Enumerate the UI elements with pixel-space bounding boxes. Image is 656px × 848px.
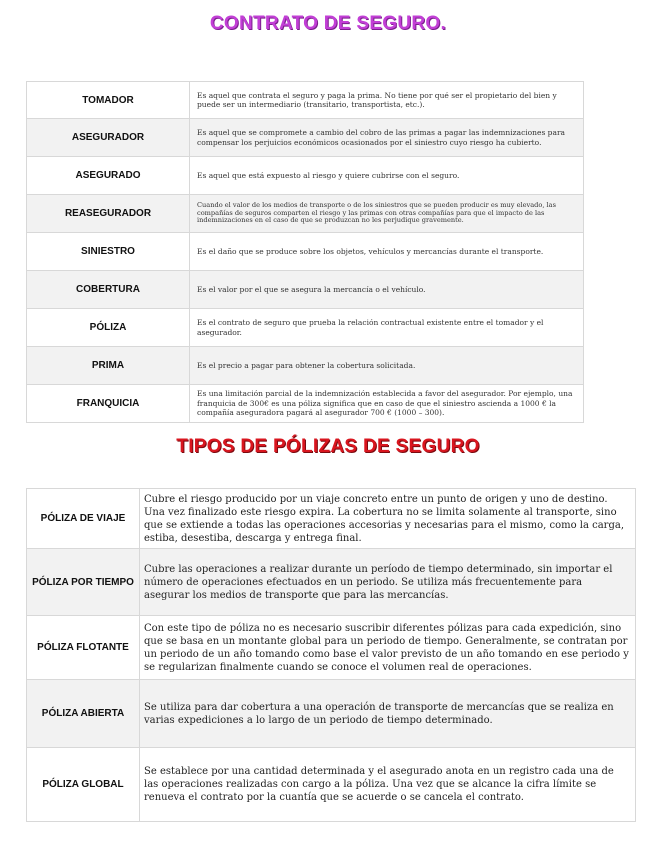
policies-table (26, 488, 636, 822)
term-definition: Es aquel que se compromete a cambio del cobro de las primas a pagar las indemnizaciones para compensar los perjuicios económicos ocasionados por el siniestro cuyo riesgo ha cubierto. (190, 119, 584, 157)
term-label: PRIMA (27, 347, 190, 385)
policy-definition: Con este tipo de póliza no es necesario suscribir diferentes pólizas para cada expedición, sino que se basa en un montante global para un periodo de tiempo. Generalmente, se contratan por un periodo de un año tomando como base el valor previsto de un año tomando en ese periodo y se regularizan finalmente cuando se conoce el volumen real de operaciones. (140, 616, 636, 680)
section-title: TIPOS DE PÓLIZAS DE SEGURO (176, 436, 480, 457)
policy-definition: Cubre las operaciones a realizar durante un período de tiempo determinado, sin importar el número de operaciones efectuados en un periodo. Se utiliza más frecuentemente para asegurar los medios de transporte que para las mercancías. (140, 549, 636, 616)
term-definition: Es el precio a pagar para obtener la cobertura solicitada. (190, 347, 584, 385)
term-label: SINIESTRO (27, 233, 190, 271)
table-row (27, 616, 636, 680)
term-definition: Es aquel que está expuesto al riesgo y quiere cubrirse con el seguro. (190, 157, 584, 195)
table-row (27, 309, 584, 347)
policy-label: PÓLIZA FLOTANTE (27, 616, 140, 680)
term-label: ASEGURADOR (27, 119, 190, 157)
table-row (27, 347, 584, 385)
table-row (27, 748, 636, 822)
term-definition: Es una limitación parcial de la indemnización establecida a favor del asegurador. Por ejemplo, una franquicia de 300€ es una póliza significa que en caso de que el siniestro ascienda a 1000 € la compañía aseguradora pagará al asegurador 700 € (1000 – 300). (190, 385, 584, 423)
term-definition: Cuando el valor de los medios de transporte o de los siniestros que se pueden producir es muy elevado, las compañías de seguros comparten el riesgo y las primas con otras compañías para que el impacto de las indemnizaciones en el caso de que se produzcan no les perjudique gravemente. (190, 195, 584, 233)
term-label: PÓLIZA (27, 309, 190, 347)
term-definition: Es aquel que contrata el seguro y paga la prima. No tiene por qué ser el propietario del bien y puede ser un intermediario (transitario, transportista, etc.). (190, 82, 584, 119)
table-row (27, 271, 584, 309)
policy-label: PÓLIZA POR TIEMPO (27, 549, 140, 616)
term-definition: Es el contrato de seguro que prueba la relación contractual existente entre el tomador y el asegurador. (190, 309, 584, 347)
table-row (27, 549, 636, 616)
term-label: ASEGURADO (27, 157, 190, 195)
table-row (27, 385, 584, 423)
page-title: CONTRATO DE SEGURO. (209, 13, 447, 34)
table-row (27, 195, 584, 233)
policy-label: PÓLIZA ABIERTA (27, 680, 140, 748)
policy-definition: Se utiliza para dar cobertura a una operación de transporte de mercancías que se realiza en varias expediciones a lo largo de un periodo de tiempo determinado. (140, 680, 636, 748)
table-row (27, 489, 636, 549)
term-definition: Es el valor por el que se asegura la mercancía o el vehículo. (190, 271, 584, 309)
term-label: TOMADOR (27, 82, 190, 119)
table-row (27, 680, 636, 748)
terms-table (26, 81, 584, 423)
term-label: REASEGURADOR (27, 195, 190, 233)
table-row (27, 157, 584, 195)
policy-definition: Cubre el riesgo producido por un viaje concreto entre un punto de origen y uno de destino. Una vez finalizado este riesgo expira. La cobertura no se limita solamente al transporte, sino que se extiende a todas las operaciones accesorias y necesarias para el mismo, como la carga, estiba, desestiba, descarga y entrega final. (140, 489, 636, 549)
table-row (27, 233, 584, 271)
term-definition: Es el daño que se produce sobre los objetos, vehículos y mercancías durante el transporte. (190, 233, 584, 271)
table-row (27, 119, 584, 157)
policy-label: PÓLIZA DE VIAJE (27, 489, 140, 549)
policy-definition: Se establece por una cantidad determinada y el asegurado anota en un registro cada una de las operaciones realizadas con cargo a la póliza. Una vez que se alcance la cifra límite se renueva el contrato por la cuantía que se acuerde o se cancela el contrato. (140, 748, 636, 822)
term-label: FRANQUICIA (27, 385, 190, 423)
term-label: COBERTURA (27, 271, 190, 309)
policy-label: PÓLIZA GLOBAL (27, 748, 140, 822)
table-row (27, 82, 584, 119)
